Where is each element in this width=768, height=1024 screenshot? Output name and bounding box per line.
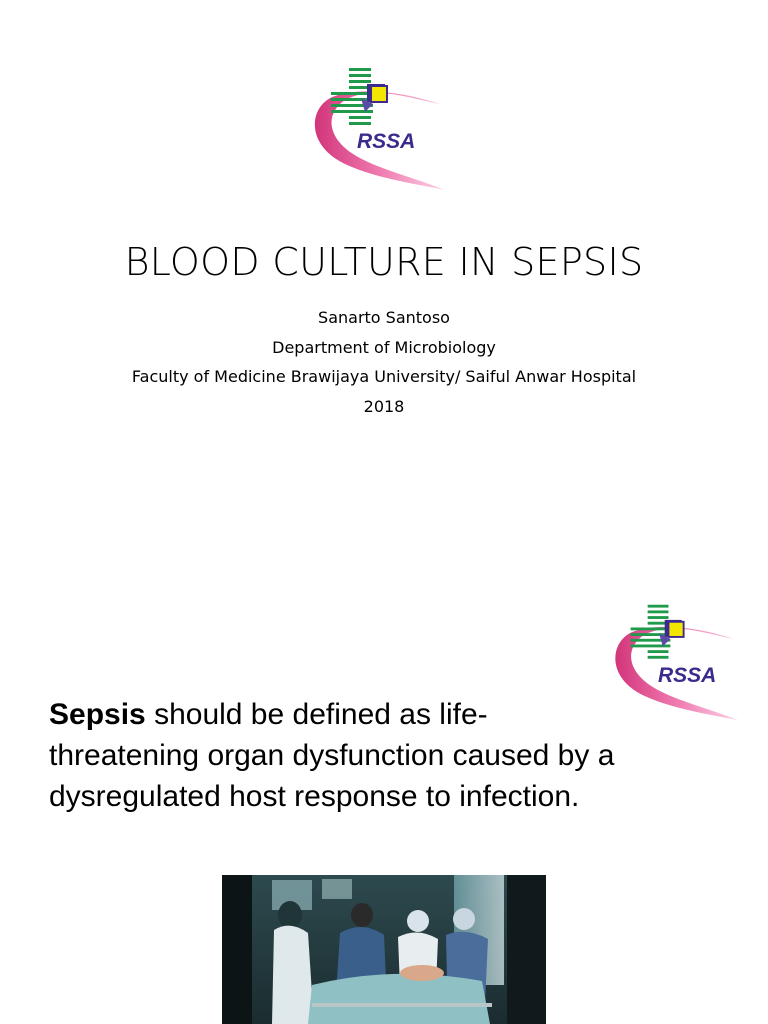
department-name: Department of Microbiology	[272, 337, 496, 357]
subtitle-block	[0, 303, 768, 421]
rssa-logo	[305, 64, 455, 194]
definition-line-1-rest: should be defined as life-	[145, 698, 488, 731]
definition-term: Sepsis	[49, 698, 146, 731]
definition-line-3: dysregulated host response to infection.	[49, 780, 580, 813]
rssa-logo-graphic	[305, 64, 455, 194]
year: 2018	[363, 396, 405, 416]
sepsis-definition	[49, 694, 729, 817]
logo-text: RSSA	[357, 130, 416, 153]
definition-line-1	[49, 694, 729, 735]
author-name: Sanarto Santoso	[318, 308, 450, 327]
operating-room-photo	[222, 875, 546, 1024]
page-title: BLOOD CULTURE IN SEPSIS	[124, 240, 644, 284]
definition-line-2: threatening organ dysfunction caused by a	[49, 739, 615, 772]
affiliation: Faculty of Medicine Brawijaya University/ Saiful Anwar Hospital	[131, 367, 637, 386]
logo-text: RSSA	[658, 664, 717, 687]
